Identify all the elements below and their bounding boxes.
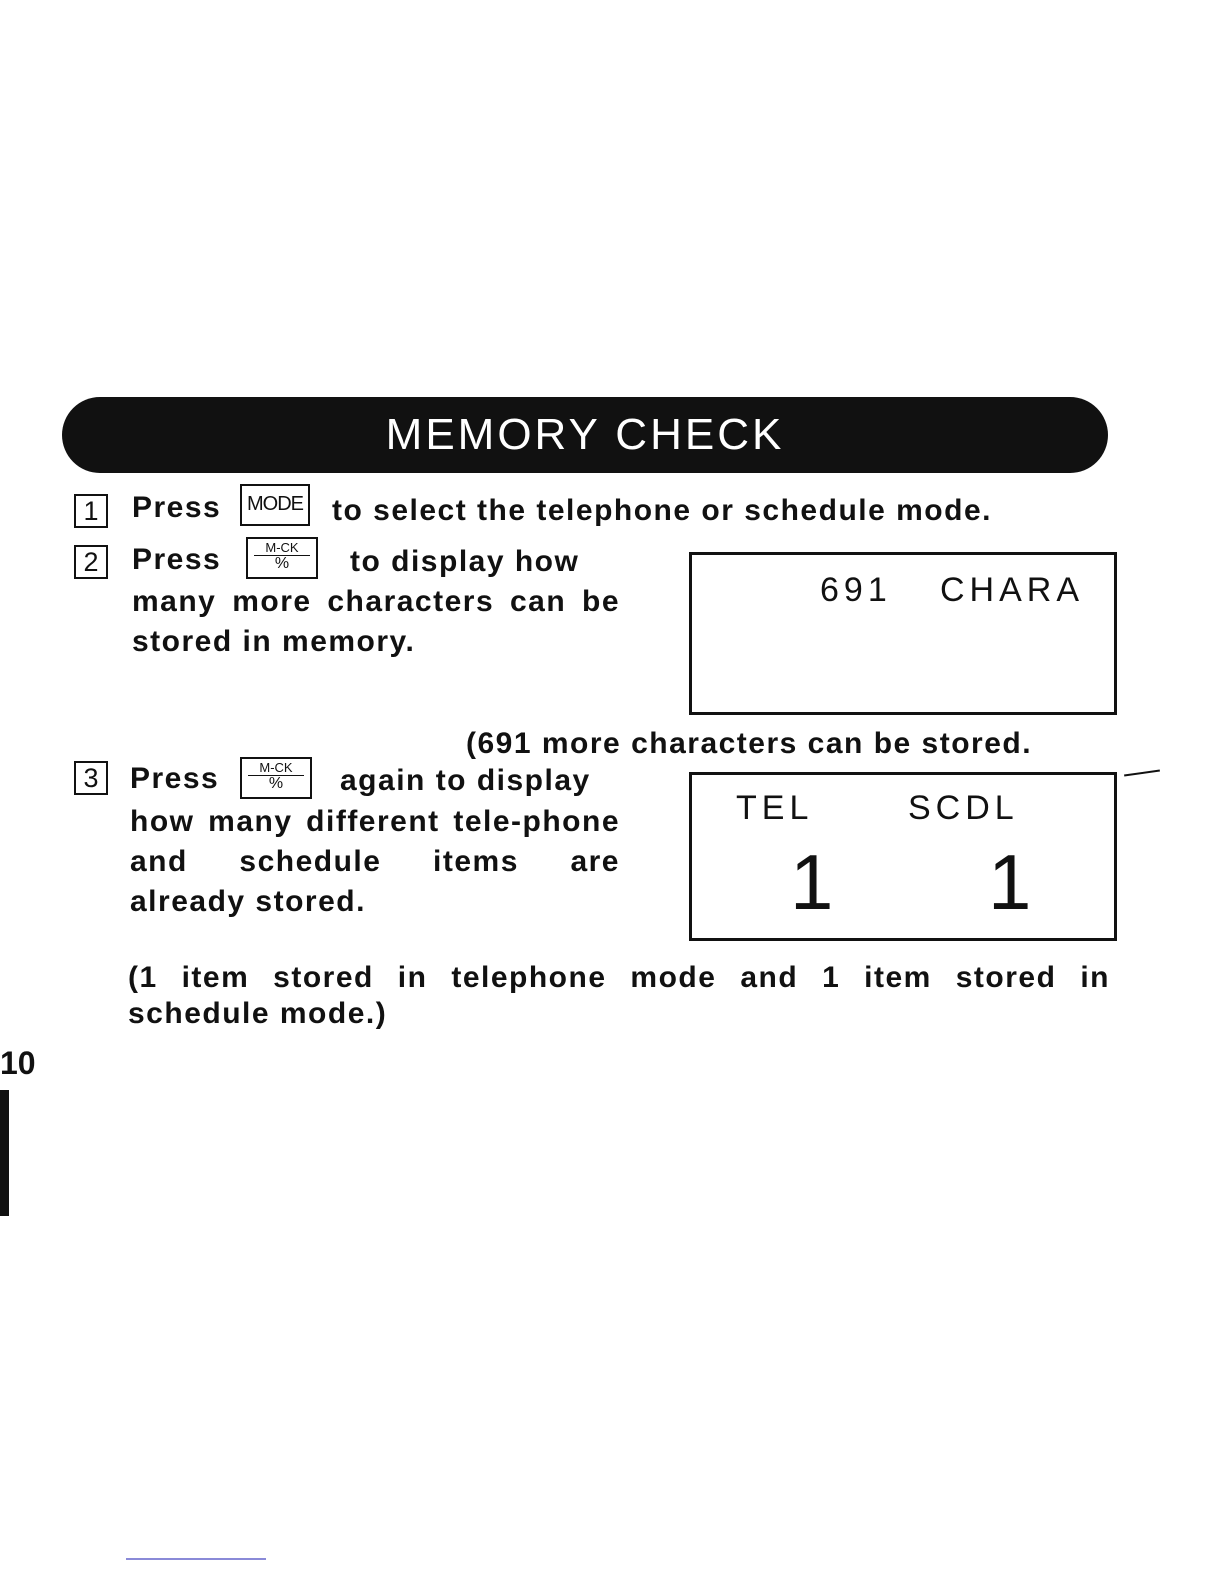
step-2-caption: (691 more characters can be stored. xyxy=(466,727,1033,760)
step-1-number: 1 xyxy=(74,494,108,528)
step-1-text: to select the telephone or schedule mode. xyxy=(332,494,992,527)
key-label-bottom: % xyxy=(248,775,304,792)
footer-rule xyxy=(126,1558,266,1560)
key-label-top: M-CK xyxy=(265,540,299,555)
key-label-bottom: % xyxy=(254,555,310,572)
step-3-number: 3 xyxy=(74,761,108,795)
lcd-scdl-count: 1 xyxy=(988,838,1032,926)
memory-check-key-icon xyxy=(246,537,318,579)
margin-mark xyxy=(1124,770,1160,777)
step-2-text-line1: to display how xyxy=(350,545,580,578)
lcd-tel-count: 1 xyxy=(790,838,834,926)
step-3-text: how many different tele-phone and schedule items are already stored. xyxy=(130,805,620,918)
lcd-scdl-label: SCDL xyxy=(908,789,1019,827)
lcd-character-count: 691 xyxy=(820,571,892,609)
key-label-top: M-CK xyxy=(259,760,293,775)
lcd-chara-label: CHARA xyxy=(940,571,1085,609)
page-edge-bar xyxy=(0,1090,9,1216)
mode-key-icon: MODE xyxy=(240,484,310,526)
step-3-caption: (1 item stored in telephone mode and 1 item stored in schedule mode.) xyxy=(128,961,1110,1030)
lcd-display-items xyxy=(689,772,1117,941)
step-2-number: 2 xyxy=(74,545,108,579)
step-3-text-line1: again to display xyxy=(340,764,591,797)
step-3-press: Press xyxy=(130,762,220,795)
step-2-press: Press xyxy=(132,543,222,576)
memory-check-key-icon xyxy=(240,757,312,799)
lcd-tel-label: TEL xyxy=(736,789,814,827)
step-2-text: many more characters can be stored in memory. xyxy=(132,585,620,658)
section-title-banner: MEMORY CHECK xyxy=(62,397,1108,473)
lcd-display-characters xyxy=(689,552,1117,715)
page-number: 10 xyxy=(0,1045,36,1081)
step-1-press: Press xyxy=(132,491,222,524)
